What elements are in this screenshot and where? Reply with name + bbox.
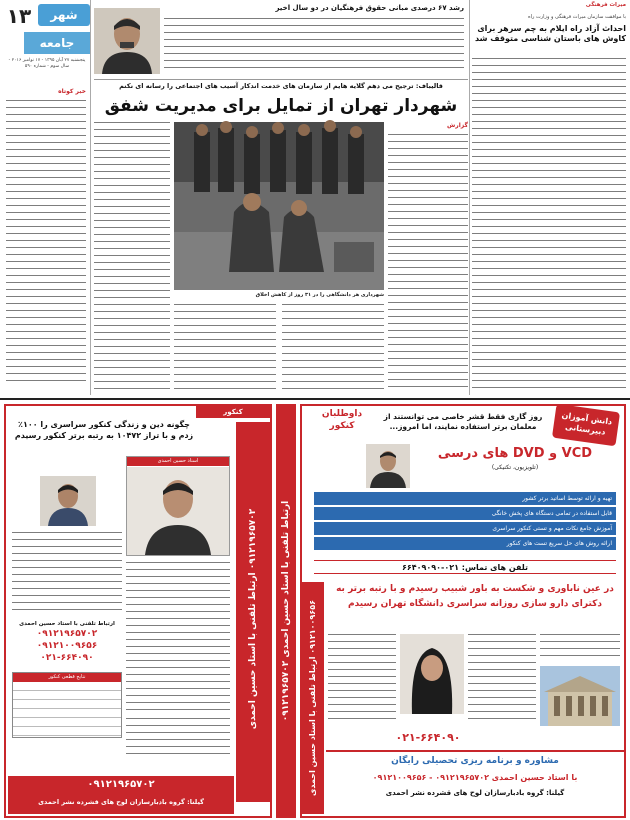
university-building-illustration	[540, 666, 620, 726]
right-ad-title: روز گاری فقط قشر خاصی می توانستند از معلمان برتر استفاده نمایند، اما امروز...	[383, 412, 543, 431]
right-teacher-portrait	[366, 444, 410, 488]
main-story-photo	[174, 122, 384, 290]
left-ad-table-title: نتایج قطعی کنکور	[13, 673, 121, 682]
left-ad-body-right	[126, 562, 230, 712]
right-ad-corner-badge: داوطلبان کنکور	[321, 409, 363, 431]
middle-strip	[276, 404, 296, 818]
right-ad-feature-2: قابل استفاده در تمامی دستگاه های پخش خانگی	[314, 507, 616, 520]
left-ad-body-bottom	[126, 718, 230, 758]
right-ad-building-photo	[540, 666, 620, 726]
right-column-text	[472, 58, 626, 388]
date-line: پنجشنبه ۲۷ آبان ۱۳۹۵ - ۱۷ نوامبر ۲۰۱۶ - سال سوم - شماره ۵۹۰	[8, 58, 86, 69]
ads-divider	[0, 398, 630, 400]
right-ad	[300, 404, 626, 818]
teacher-portrait	[127, 467, 229, 555]
right-headline: احداث آزاد راه ایلام به چم سرهر برای کاوش های باستان شناسی متوقف شد	[474, 24, 626, 43]
top-story-text	[164, 18, 464, 74]
right-ad-story-text-a	[328, 634, 396, 724]
student-portrait	[40, 476, 96, 526]
left-ad-table-rows	[13, 682, 121, 737]
left-masthead	[4, 2, 90, 84]
right-ad-feature-1: تهیه و ارائه توسط اساتید برتر کشور	[314, 492, 616, 505]
left-ad-side-strip	[236, 422, 270, 802]
main-photo-caption: شهرداری هر دانشگاهی را در ۳۱ روز از کاهش اخلاق	[255, 292, 384, 298]
main-story-right-text	[388, 134, 468, 390]
main-story	[94, 82, 468, 394]
main-story-bottom-text-a	[174, 304, 276, 390]
student-girl-portrait	[400, 634, 464, 714]
right-ad-feature-4: ارائه روش های حل سریع تست های کنکور	[314, 537, 616, 550]
left-ad-phone-3: ۰۲۱-۶۶۴۰۹۰	[40, 653, 94, 663]
left-ad-side-phone: ۰۹۱۲۱۹۶۵۷۰۲ ارتباط تلفنی با استاد حسین احمدی	[248, 508, 258, 730]
main-story-left-text	[94, 122, 170, 390]
left-ad-student-photo	[40, 476, 96, 526]
right-section-label: میراث فرهنگی	[585, 2, 626, 8]
main-story-headline: شهردار تهران از تمایل برای مدیریت شفق	[104, 96, 458, 116]
left-ad-phone-1: ۰۹۱۲۱۹۶۵۷۰۲	[36, 629, 98, 639]
left-ad-photo-box	[126, 456, 230, 556]
right-ad-consult-footer: گیلنا: گروه بادبارسازان لوح های قشرده نشر احمدی	[385, 789, 565, 797]
masthead-logo: شهر	[38, 4, 90, 26]
right-ad-side-strip	[302, 582, 324, 814]
right-intro: با موافقت سازمان میراث فرهنگی و وزارت راه	[528, 14, 626, 20]
right-ad-phone-big: ۰۲۱-۶۶۴۰۹۰	[395, 731, 461, 744]
middle-strip-text: ارتباط تلفنی با استاد حسین احمدی ۰۹۱۲۱۹۶۵۷۰۲	[281, 500, 291, 722]
left-byline: خبر کوتاه	[58, 88, 86, 95]
left-ad-footer-phone: ۰۹۱۲۱۹۶۵۷۰۲	[87, 779, 155, 790]
page-number: ۱۳	[6, 4, 32, 28]
right-ad-badge: دانش آموزان دبیرستانی	[552, 404, 620, 447]
right-ad-consult	[326, 750, 624, 814]
right-ad-contact-line: تلفن های تماس: ۰۲۱-۶۶۴۰۹۰۹۰	[314, 560, 616, 574]
right-ad-consult-title: مشاوره و برنامه ریزی تحصیلی رایگان	[391, 756, 559, 766]
top-story	[94, 2, 468, 76]
top-story-photo	[94, 8, 160, 74]
top-story-kicker: رشد ۶۷ درصدی مبانی حقوق فرهنگیان در دو سال اخیر	[275, 4, 464, 12]
right-column-rule	[469, 0, 470, 395]
left-ad-banner: کنکور	[196, 406, 270, 418]
main-story-subhead: گزارش	[446, 122, 468, 129]
right-ad-consult-phone: با استاد حسین احمدی ۰۹۱۲۱۹۶۵۷۰۲ - ۰۹۱۲۱۰۰۹۶۵۶	[372, 773, 578, 782]
left-ad-title: چگونه دین و زندگی کنکور سراسری را ۱۰۰٪ زدم و با تراز ۱۰۴۷۲ به رتبه برتر کنکور رسیدم	[14, 420, 194, 440]
right-column	[472, 2, 626, 392]
right-ad-product: VCD و DVD های درسی	[437, 446, 593, 461]
right-ad-side-phone: ۰۹۱۲۱۰۰۹۶۵۶ ارتباط تلفنی با استاد حسین احمدی	[308, 600, 317, 796]
right-ad-subtitle: (تلویزیون، تکنیکی)	[491, 464, 539, 471]
section-label: جامعه	[24, 32, 90, 54]
right-ad-story-title: در عین ناباوری و شکست به باور شبیب رسیدم و با رتبه برتر به دکترای دارو سازی روزانه سراسری دانشگاه تهران رسیدم	[336, 584, 614, 609]
left-ad-photo-label: اسناد حسین احمدی	[127, 457, 229, 466]
left-ad-results-table	[12, 672, 122, 738]
left-ad-body-left	[12, 532, 122, 616]
left-ad-contact-label: ارتباط تلفنی با استاد حسین احمدی	[19, 621, 115, 627]
left-column-text	[6, 100, 86, 385]
left-ad-contact	[12, 620, 122, 668]
crowd-photo-illustration	[174, 122, 384, 290]
portrait-illustration	[94, 8, 160, 74]
right-ad-story-text-b	[468, 634, 536, 724]
main-story-deck: قالیباف: ترجیح می دهم گلایه هایم از سازمان های خدمت اندکار آسیب های اجتماعی را رسانه ای نکنم	[119, 82, 443, 90]
left-ad-phone-2: ۰۹۱۲۱۰۰۹۶۵۶	[36, 641, 98, 651]
left-ad-footer	[8, 776, 234, 814]
top-story-rule	[94, 79, 468, 80]
right-ad-feature-3: آموزش جامع نکات مهم و تستی کنکور سراسری	[314, 522, 616, 535]
main-story-bottom-text-b	[282, 304, 384, 390]
left-ad-footer-text: گیلنا: گروه بادبارسازان لوح های قشرده نشر احمدی	[38, 798, 204, 806]
right-ad-student-photo	[400, 634, 464, 714]
right-ad-story-text-c	[540, 634, 620, 662]
masthead-rule	[90, 0, 91, 395]
right-ad-feature-list	[314, 492, 616, 554]
left-news-column	[6, 88, 86, 388]
right-ad-teacher-photo	[366, 444, 410, 488]
left-ad	[4, 404, 272, 818]
